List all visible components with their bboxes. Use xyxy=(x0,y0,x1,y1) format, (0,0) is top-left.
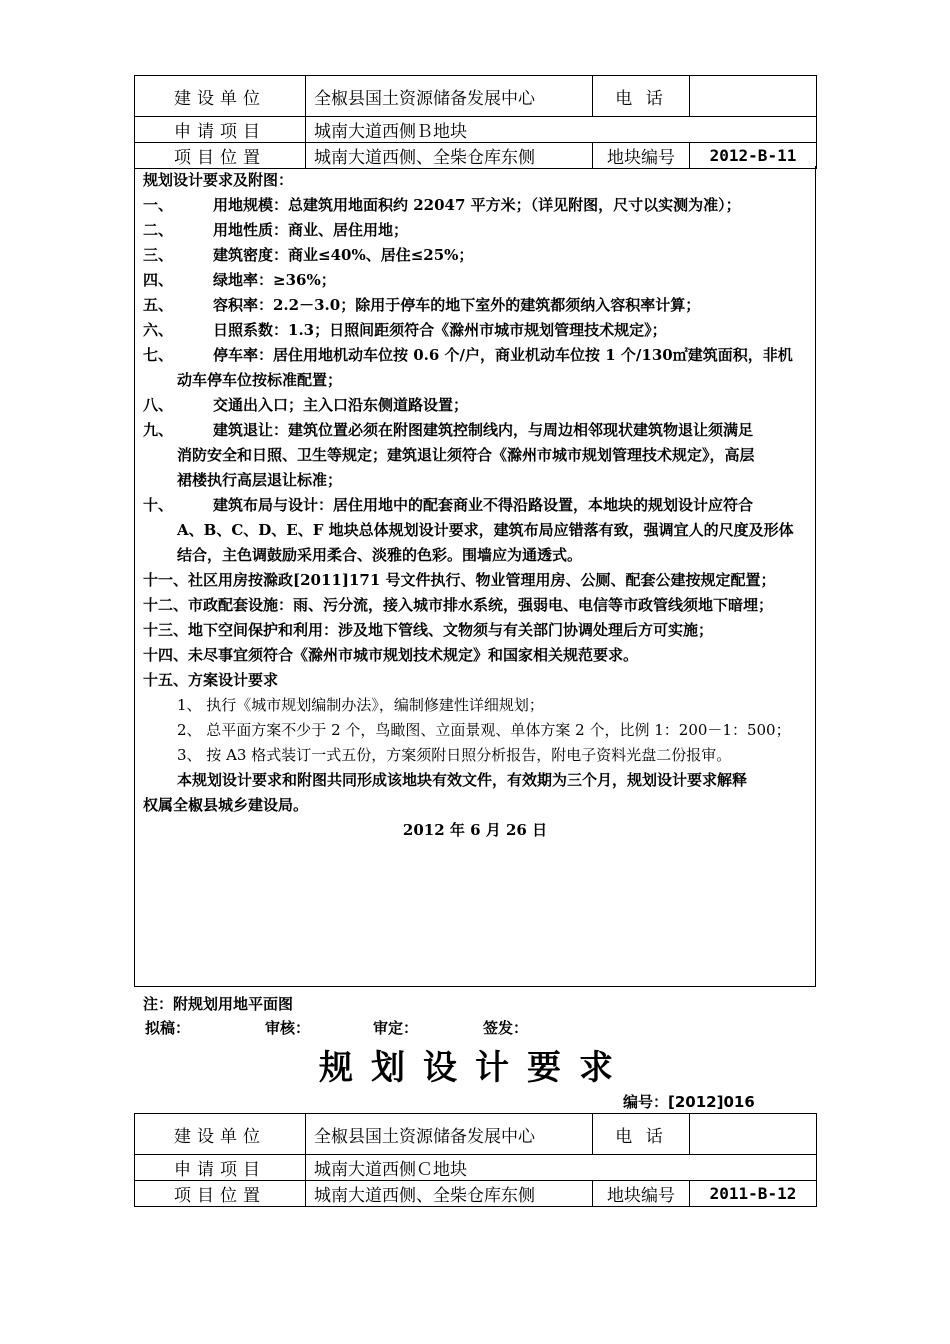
req-item-10 xyxy=(143,495,813,515)
item-number: 二、 xyxy=(143,221,174,239)
validity-text: 本规划设计要求和附图共同形成该地块有效文件，有效期为三个月，规划设计要求解释 xyxy=(177,771,748,789)
req-item-12: 十二、市政配套设施：雨、污分流，接入城市排水系统，强弱电、电信等市政管线须地下暗埋； xyxy=(143,596,774,614)
item-text: 绿地率：≥36%； xyxy=(213,271,336,289)
item-text: 用地规模：总建筑用地面积约 22047 平方米；（详见附图，尺寸以实测为准）； xyxy=(213,196,741,214)
requirements-heading: 规划设计要求及附图： xyxy=(143,171,294,189)
req-item-7-cont: 动车停车位按标准配置； xyxy=(177,371,343,389)
req-item-9 xyxy=(143,420,813,440)
plot-number: 2012-B-11 xyxy=(690,143,817,169)
document-title: 规划设计要求 xyxy=(319,1048,631,1088)
item-text: 日照系数：1.3；日照间距须符合《滁州市城市规划管理技术规定》； xyxy=(213,321,667,339)
req-item-7 xyxy=(143,345,813,365)
req-item-8 xyxy=(143,395,813,415)
req-item-9-cont: 裙楼执行高层退让标准； xyxy=(177,471,343,489)
phone-value xyxy=(690,1114,817,1155)
location-value: 城南大道西侧、全柴仓库东侧 xyxy=(306,143,593,169)
item-number: 三、 xyxy=(143,246,174,264)
draft-label: 拟稿： xyxy=(145,1019,191,1037)
req-item-10-cont: A、B、C、D、E、F 地块总体规划设计要求，建筑布局应错落有致，强调宜人的尺度及形体 xyxy=(177,521,794,539)
item-number: 九、 xyxy=(143,421,174,439)
req-item-2 xyxy=(143,220,813,240)
item-text: 交通出入口；主入口沿东侧道路设置； xyxy=(213,396,469,414)
location-value: 城南大道西侧、全柴仓库东侧 xyxy=(306,1181,593,1207)
document-number: 编号：[2012]016 xyxy=(623,1093,755,1111)
req-item-13: 十三、地下空间保护和利用：涉及地下管线、文物须与有关部门协调处理后方可实施； xyxy=(143,621,714,639)
project-info-table xyxy=(134,75,817,169)
phone-label: 电 话 xyxy=(593,76,690,117)
item-number: 六、 xyxy=(143,321,174,339)
unit-label: 建设单位 xyxy=(135,1114,306,1155)
location-label: 项目位置 xyxy=(135,1181,306,1207)
validity-text-cont: 权属全椒县城乡建设局。 xyxy=(143,796,309,814)
sub-item-2: 2、 总平面方案不少于 2 个，鸟瞰图、立面景观、单体方案 2 个，比例 1：200－1：500； xyxy=(177,721,791,739)
issue-label: 签发： xyxy=(483,1019,529,1037)
req-item-9-cont: 消防安全和日照、卫生等规定；建筑退让须符合《滁州市城市规划管理技术规定》，高层 xyxy=(177,446,755,464)
approve-label: 审定： xyxy=(373,1019,419,1037)
project-value: 城南大道西侧Ｃ地块 xyxy=(306,1155,817,1181)
item-number: 十、 xyxy=(143,496,174,514)
item-text: 建筑退让：建筑位置必须在附图建筑控制线内，与周边相邻现状建筑物退让须满足 xyxy=(213,421,754,439)
phone-value xyxy=(690,76,817,117)
item-text: 建筑密度：商业≤40%、居住≤25%； xyxy=(213,246,474,264)
issue-date: 2012 年 6 月 26 日 xyxy=(402,821,548,839)
req-item-11: 十一、社区用房按滁政[2011]171 号文件执行、物业管理用房、公厕、配套公建按规定配置； xyxy=(143,571,776,589)
project-label: 申请项目 xyxy=(135,1155,306,1181)
item-text: 容积率：2.2－3.0；除用于停车的地下室外的建筑都须纳入容积率计算； xyxy=(213,296,701,314)
item-text: 建筑布局与设计：居住用地中的配套商业不得沿路设置，本地块的规划设计应符合 xyxy=(213,496,754,514)
sub-item-3: 3、 按 A3 格式装订一式五份，方案须附日照分析报告，附电子资料光盘二份报审。 xyxy=(177,746,732,764)
plot-label: 地块编号 xyxy=(593,143,690,169)
req-item-14: 十四、未尽事宜须符合《滁州市城市规划技术规定》和国家相关规范要求。 xyxy=(143,646,639,664)
project-info-table-2 xyxy=(134,1113,817,1207)
req-item-10-cont: 结合，主色调鼓励采用柔合、淡雅的色彩。围墙应为通透式。 xyxy=(177,546,583,564)
phone-label: 电 话 xyxy=(593,1114,690,1155)
unit-value: 全椒县国土资源储备发展中心 xyxy=(306,76,593,117)
item-text: 停车率：居住用地机动车位按 0.6 个/户，商业机动车位按 1 个/130㎡建筑面积，非机 xyxy=(213,346,793,364)
review-label: 审核： xyxy=(265,1019,311,1037)
item-text: 用地性质：商业、居住用地； xyxy=(213,221,409,239)
req-item-1 xyxy=(143,195,813,215)
unit-label: 建设单位 xyxy=(135,76,306,117)
location-label: 项目位置 xyxy=(135,143,306,169)
item-number: 一、 xyxy=(143,196,174,214)
project-label: 申请项目 xyxy=(135,117,306,143)
item-number: 五、 xyxy=(143,296,174,314)
req-item-6 xyxy=(143,320,813,340)
item-number: 八、 xyxy=(143,396,174,414)
attachment-note: 注：附规划用地平面图 xyxy=(143,995,294,1013)
req-item-15: 十五、方案设计要求 xyxy=(143,671,279,689)
req-item-3 xyxy=(143,245,813,265)
item-number: 四、 xyxy=(143,271,174,289)
item-number: 七、 xyxy=(143,346,174,364)
project-value: 城南大道西侧Ｂ地块 xyxy=(306,117,817,143)
sub-item-1: 1、 执行《城市规划编制办法》，编制修建性详细规划； xyxy=(177,696,544,714)
plot-number: 2011-B-12 xyxy=(690,1181,817,1207)
req-item-5 xyxy=(143,295,813,315)
unit-value: 全椒县国土资源储备发展中心 xyxy=(306,1114,593,1155)
req-item-4 xyxy=(143,270,813,290)
plot-label: 地块编号 xyxy=(593,1181,690,1207)
